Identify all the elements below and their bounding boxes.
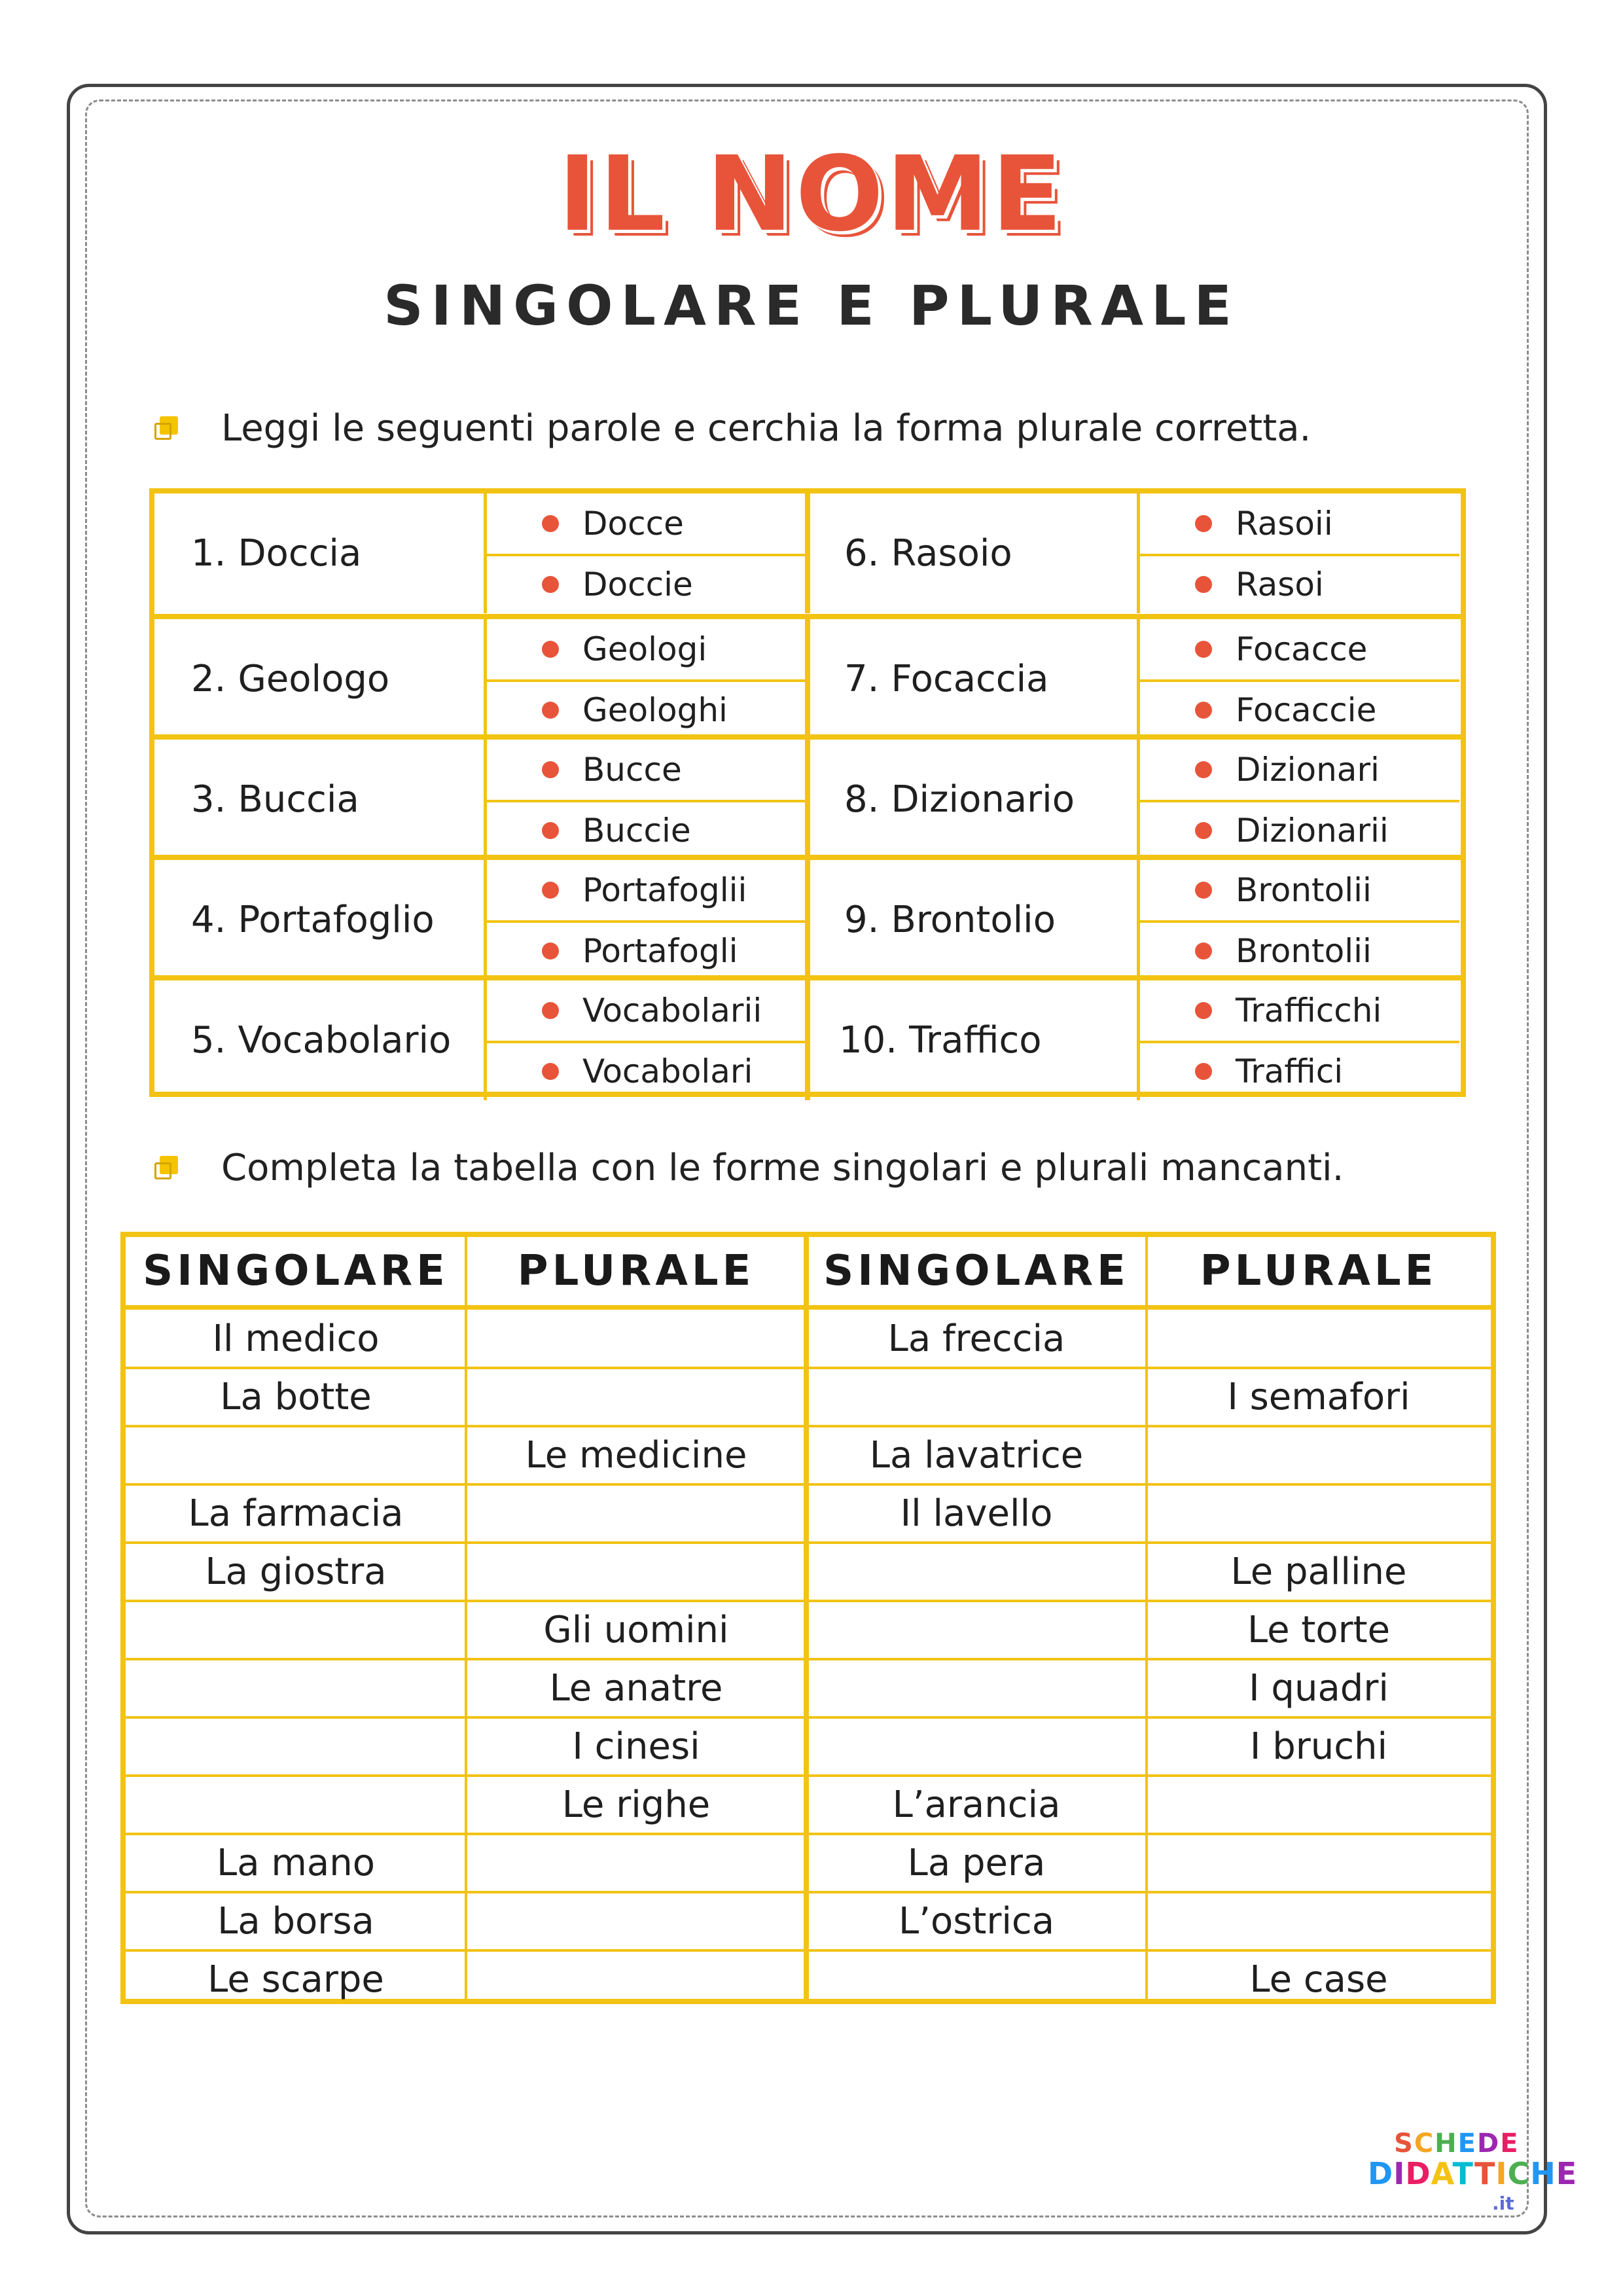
table-cell: Il medico: [212, 1318, 380, 1360]
option-label: Rasoi: [1236, 565, 1324, 604]
option-label: Trafficchi: [1236, 991, 1382, 1030]
item-number: 4.: [191, 899, 226, 941]
plural-option: [1140, 554, 1459, 614]
plural-option: [1140, 920, 1459, 980]
choice-word-cell: [808, 619, 1140, 739]
exercise2-instruction: [154, 1147, 1344, 1189]
option-label: Focacce: [1236, 630, 1368, 668]
option-label: Traffici: [1236, 1052, 1344, 1091]
plural-option: [1140, 493, 1459, 554]
option-bullet-icon: [542, 761, 559, 778]
table-cell: Le case: [1249, 1958, 1388, 2001]
item-number: 1.: [191, 532, 226, 575]
table-cell: [1147, 1310, 1491, 1368]
choice-row: [154, 493, 1461, 613]
logo-letter: H: [1435, 2128, 1458, 2159]
exercise2-instruction-text: Completa la tabella con le forme singolari e plurali mancanti.: [221, 1147, 1344, 1189]
item-word: Traffico: [909, 1019, 1042, 1062]
item-word: Vocabolario: [238, 1019, 452, 1062]
item-number: 2.: [191, 658, 226, 700]
option-bullet-icon: [542, 822, 559, 839]
option-bullet-icon: [1195, 822, 1212, 839]
item-word: Doccia: [238, 532, 362, 575]
plural-option: [1140, 679, 1459, 740]
option-bullet-icon: [542, 515, 559, 532]
page-subtitle: SINGOLARE E PLURALE: [383, 274, 1240, 338]
table-cell: [806, 1368, 1147, 1426]
option-bullet-icon: [542, 576, 559, 593]
logo-letter: C: [1414, 2128, 1435, 2159]
schede-didattiche-logo: [1368, 2127, 1578, 2214]
plural-option: [1140, 860, 1459, 920]
plural-option: [1140, 980, 1459, 1041]
table-cell: La pera: [907, 1842, 1046, 1884]
table-cell: La mano: [217, 1842, 375, 1884]
plural-option: [487, 800, 806, 860]
option-label: Rasoii: [1236, 504, 1333, 543]
choice-word-cell: [154, 860, 487, 980]
choice-word-cell: [154, 619, 487, 739]
item-number: 5.: [191, 1019, 226, 1062]
option-label: Buccie: [582, 812, 691, 850]
item-word: Focaccia: [891, 658, 1049, 700]
item-word: Geologo: [238, 658, 390, 700]
option-label: Doccie: [582, 565, 693, 604]
logo-suffix: .it: [1492, 2193, 1514, 2214]
exercise1-instruction: [154, 407, 1311, 450]
plural-option: [487, 493, 806, 554]
table-cell: [1147, 1776, 1491, 1834]
item-word: Rasoio: [891, 532, 1012, 575]
option-bullet-icon: [1195, 882, 1212, 899]
table-cell: I quadri: [1249, 1667, 1389, 1710]
table-cell: Gli uomini: [543, 1609, 729, 1651]
choice-row: [154, 855, 1461, 980]
logo-letter: E: [1457, 2128, 1477, 2159]
table-cell: L’arancia: [892, 1784, 1061, 1826]
plural-option: [487, 554, 806, 614]
option-label: Portafogli: [582, 932, 738, 971]
table-cell: [126, 1776, 466, 1834]
table-cell: Le medicine: [525, 1434, 747, 1477]
column-header: SINGOLARE: [143, 1247, 449, 1295]
logo-letter: T: [1452, 2156, 1474, 2191]
table-cell: [466, 1484, 806, 1543]
table-cell: [806, 1543, 1147, 1601]
plural-option: [487, 1041, 806, 1101]
logo-letter: C: [1507, 2156, 1531, 2191]
option-label: Bucce: [582, 750, 682, 789]
table-cell: Il lavello: [900, 1492, 1053, 1535]
plural-choice-table: [149, 488, 1466, 1097]
option-label: Geologhi: [582, 691, 728, 730]
option-bullet-icon: [1195, 1063, 1212, 1080]
choice-word-cell: [808, 740, 1140, 859]
plural-option: [1140, 619, 1459, 679]
option-label: Dizionarii: [1236, 812, 1389, 850]
logo-letter: I: [1495, 2156, 1508, 2191]
table-cell: Le torte: [1247, 1609, 1391, 1651]
table-cell: Le righe: [562, 1784, 711, 1826]
item-word: Buccia: [238, 778, 359, 821]
center-divider: [804, 1237, 809, 1999]
column-divider: [465, 1237, 467, 1999]
table-cell: [1147, 1426, 1491, 1484]
logo-letter: H: [1530, 2156, 1556, 2191]
option-label: Vocabolarii: [582, 991, 762, 1030]
table-cell: [466, 1310, 806, 1368]
option-label: Brontolii: [1236, 932, 1372, 971]
item-word: Dizionario: [891, 778, 1075, 821]
table-cell: La lavatrice: [869, 1434, 1084, 1477]
singular-plural-table: [120, 1232, 1496, 2004]
table-cell: I semafori: [1227, 1376, 1410, 1418]
logo-letter: E: [1500, 2128, 1520, 2159]
table-cell: La freccia: [887, 1318, 1065, 1360]
option-bullet-icon: [1195, 702, 1212, 719]
table-cell: [466, 1543, 806, 1601]
option-label: Docce: [582, 504, 684, 543]
item-word: Portafoglio: [238, 899, 435, 941]
logo-letter: D: [1405, 2156, 1431, 2191]
option-bullet-icon: [1195, 1002, 1212, 1019]
option-bullet-icon: [542, 882, 559, 899]
logo-letter: E: [1556, 2156, 1578, 2191]
item-number: 6.: [844, 532, 880, 575]
item-word: Brontolio: [891, 899, 1056, 941]
plural-option: [487, 980, 806, 1041]
table-cell: [1147, 1484, 1491, 1543]
logo-letter: A: [1431, 2156, 1453, 2191]
item-number: 9.: [844, 899, 880, 941]
table-cell: [126, 1717, 466, 1776]
column-header: PLURALE: [517, 1247, 755, 1295]
table-cell: [1147, 1892, 1491, 1950]
table-cell: [806, 1659, 1147, 1717]
plural-option: [487, 740, 806, 800]
option-label: Brontolii: [1236, 870, 1372, 909]
square-bullet-icon: [154, 416, 179, 441]
column-header: PLURALE: [1200, 1247, 1438, 1295]
plural-option: [487, 920, 806, 980]
table-cell: [806, 1950, 1147, 2009]
item-number: 7.: [844, 658, 880, 700]
logo-letter: I: [1393, 2156, 1406, 2191]
logo-letter: D: [1368, 2156, 1394, 2191]
table-cell: Le palline: [1230, 1551, 1407, 1593]
plural-option: [1140, 800, 1459, 860]
choice-word-cell: [808, 493, 1140, 613]
option-label: Dizionari: [1236, 750, 1380, 789]
table-cell: [466, 1368, 806, 1426]
plural-option: [1140, 1041, 1459, 1101]
table-cell: La farmacia: [188, 1492, 404, 1535]
table-cell: L’ostrica: [898, 1900, 1055, 1943]
table-cell: Le scarpe: [207, 1958, 384, 2001]
option-bullet-icon: [542, 641, 559, 658]
option-bullet-icon: [542, 702, 559, 719]
choice-word-cell: [154, 740, 487, 859]
column-header: SINGOLARE: [823, 1247, 1130, 1295]
item-number: 8.: [844, 778, 880, 821]
square-bullet-icon: [154, 1156, 179, 1181]
table-cell: I bruchi: [1249, 1725, 1388, 1768]
plural-option: [487, 619, 806, 679]
option-bullet-icon: [542, 942, 559, 960]
logo-letter: T: [1474, 2156, 1496, 2191]
logo-letter: D: [1476, 2128, 1501, 2159]
table-cell: [126, 1426, 466, 1484]
table-cell: [806, 1601, 1147, 1659]
option-bullet-icon: [1195, 641, 1212, 658]
table-cell: La giostra: [205, 1551, 387, 1593]
option-bullet-icon: [1195, 761, 1212, 778]
table-cell: [806, 1717, 1147, 1776]
table-cell: [126, 1659, 466, 1717]
table-cell: [466, 1892, 806, 1950]
plural-option: [1140, 740, 1459, 800]
option-bullet-icon: [1195, 576, 1212, 593]
logo-line2: [1368, 2156, 1577, 2191]
choice-row: [154, 734, 1461, 859]
option-bullet-icon: [542, 1002, 559, 1019]
option-label: Geologi: [582, 630, 707, 668]
option-label: Focaccie: [1236, 691, 1377, 730]
item-number: 3.: [191, 778, 226, 821]
table-cell: [1147, 1834, 1491, 1892]
option-bullet-icon: [542, 1063, 559, 1080]
option-label: Vocabolari: [582, 1052, 753, 1091]
table-cell: I cinesi: [572, 1725, 700, 1768]
table-cell: Le anatre: [549, 1667, 723, 1710]
choice-word-cell: [808, 860, 1140, 980]
table-cell: [466, 1834, 806, 1892]
logo-line1: [1394, 2128, 1520, 2159]
page-title: IL NOME: [558, 134, 1065, 255]
choice-row: [154, 975, 1461, 1100]
column-divider: [1145, 1237, 1148, 1999]
choice-word-cell: [154, 980, 487, 1100]
plural-option: [487, 860, 806, 920]
choice-word-cell: [808, 980, 1140, 1100]
option-label: Portafoglii: [582, 870, 747, 909]
exercise1-instruction-text: Leggi le seguenti parole e cerchia la forma plurale corretta.: [221, 407, 1311, 450]
option-bullet-icon: [1195, 515, 1212, 532]
table-cell: [126, 1601, 466, 1659]
option-bullet-icon: [1195, 942, 1212, 960]
choice-word-cell: [154, 493, 487, 613]
table-cell: La borsa: [217, 1900, 374, 1943]
table-cell: [466, 1950, 806, 2009]
item-number: 10.: [839, 1019, 898, 1062]
logo-letter: S: [1394, 2128, 1414, 2159]
table-cell: La botte: [220, 1376, 372, 1418]
plural-option: [487, 679, 806, 740]
choice-row: [154, 614, 1461, 739]
